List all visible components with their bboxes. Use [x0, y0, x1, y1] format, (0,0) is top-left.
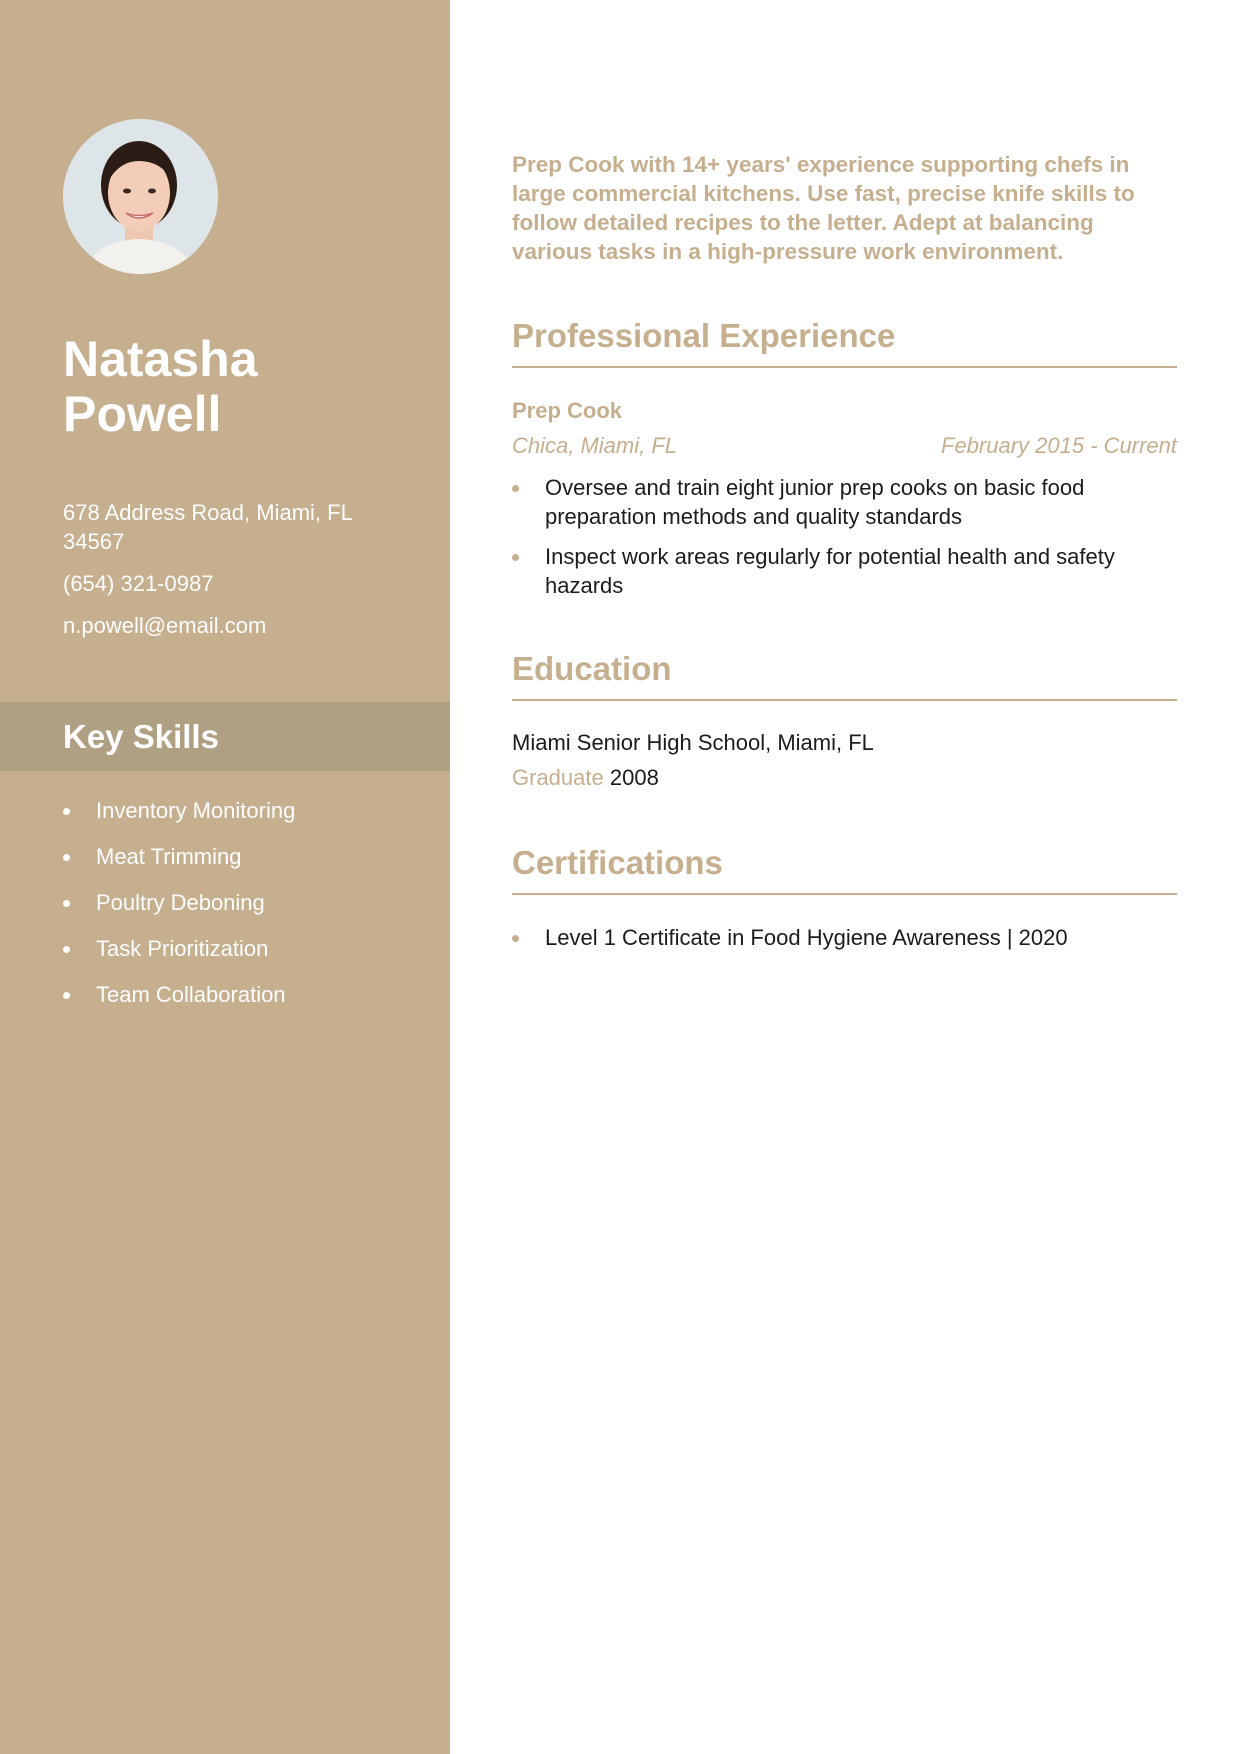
skills-header	[0, 702, 450, 771]
bullet-icon	[63, 900, 70, 907]
contact-info	[63, 498, 393, 653]
graduation-year: 2008	[609, 765, 659, 790]
bullet-icon	[63, 946, 70, 953]
certification-text: Level 1 Certificate in Food Hygiene Awareness | 2020	[545, 925, 1068, 950]
skill-item	[63, 889, 295, 917]
skill-label: Inventory Monitoring	[96, 798, 296, 823]
certifications-title: Certifications	[512, 843, 1177, 895]
last-name: Powell	[63, 386, 222, 442]
bullet-icon	[512, 485, 519, 492]
skill-label: Poultry Deboning	[96, 890, 265, 915]
main-content	[512, 0, 1177, 1754]
certifications-list	[512, 923, 1177, 963]
list-item	[512, 542, 1177, 600]
graduation-label: Graduate	[512, 765, 604, 790]
skill-label: Team Collaboration	[96, 982, 286, 1007]
address: 678 Address Road, Miami, FL 34567	[63, 500, 352, 554]
email: n.powell@email.com	[63, 613, 267, 638]
profile-photo-icon	[63, 119, 218, 274]
skill-item	[63, 797, 295, 825]
sidebar	[0, 0, 450, 1754]
phone: (654) 321-0987	[63, 571, 214, 596]
skill-label: Meat Trimming	[96, 844, 242, 869]
bullet-text: Inspect work areas regularly for potential health and safety hazards	[545, 544, 1115, 598]
bullet-text: Oversee and train eight junior prep cooks on basic food preparation methods and quality standards	[545, 475, 1085, 529]
bullet-icon	[512, 554, 519, 561]
education-graduation	[512, 764, 659, 792]
experience-bullets	[512, 473, 1177, 611]
bullet-icon	[512, 935, 519, 942]
skill-item	[63, 935, 295, 963]
bullet-icon	[63, 808, 70, 815]
education-title: Education	[512, 649, 1177, 701]
summary: Prep Cook with 14+ years' experience supporting chefs in large commercial kitchens. Use fast, precise knife skills to follow detailed recipes to the letter. Adept at balancing various tasks in a high-pressure work environment.	[512, 152, 1135, 264]
candidate-name	[63, 332, 423, 442]
avatar	[63, 119, 218, 274]
first-name: Natasha	[63, 331, 258, 387]
bullet-icon	[63, 992, 70, 999]
bullet-icon	[63, 854, 70, 861]
experience-title: Professional Experience	[512, 316, 1177, 368]
skills-title: Key Skills	[63, 718, 219, 755]
job-title: Prep Cook	[512, 398, 623, 423]
skills-list	[63, 797, 295, 1027]
skill-label: Task Prioritization	[96, 936, 269, 961]
job-meta	[512, 432, 1177, 460]
skill-item	[63, 981, 295, 1009]
job-dates: February 2015 - Current	[941, 433, 1177, 458]
list-item	[512, 473, 1177, 531]
education-school: Miami Senior High School, Miami, FL	[512, 730, 874, 755]
job-company: Chica, Miami, FL	[512, 433, 678, 458]
list-item	[512, 923, 1177, 952]
skill-item	[63, 843, 295, 871]
